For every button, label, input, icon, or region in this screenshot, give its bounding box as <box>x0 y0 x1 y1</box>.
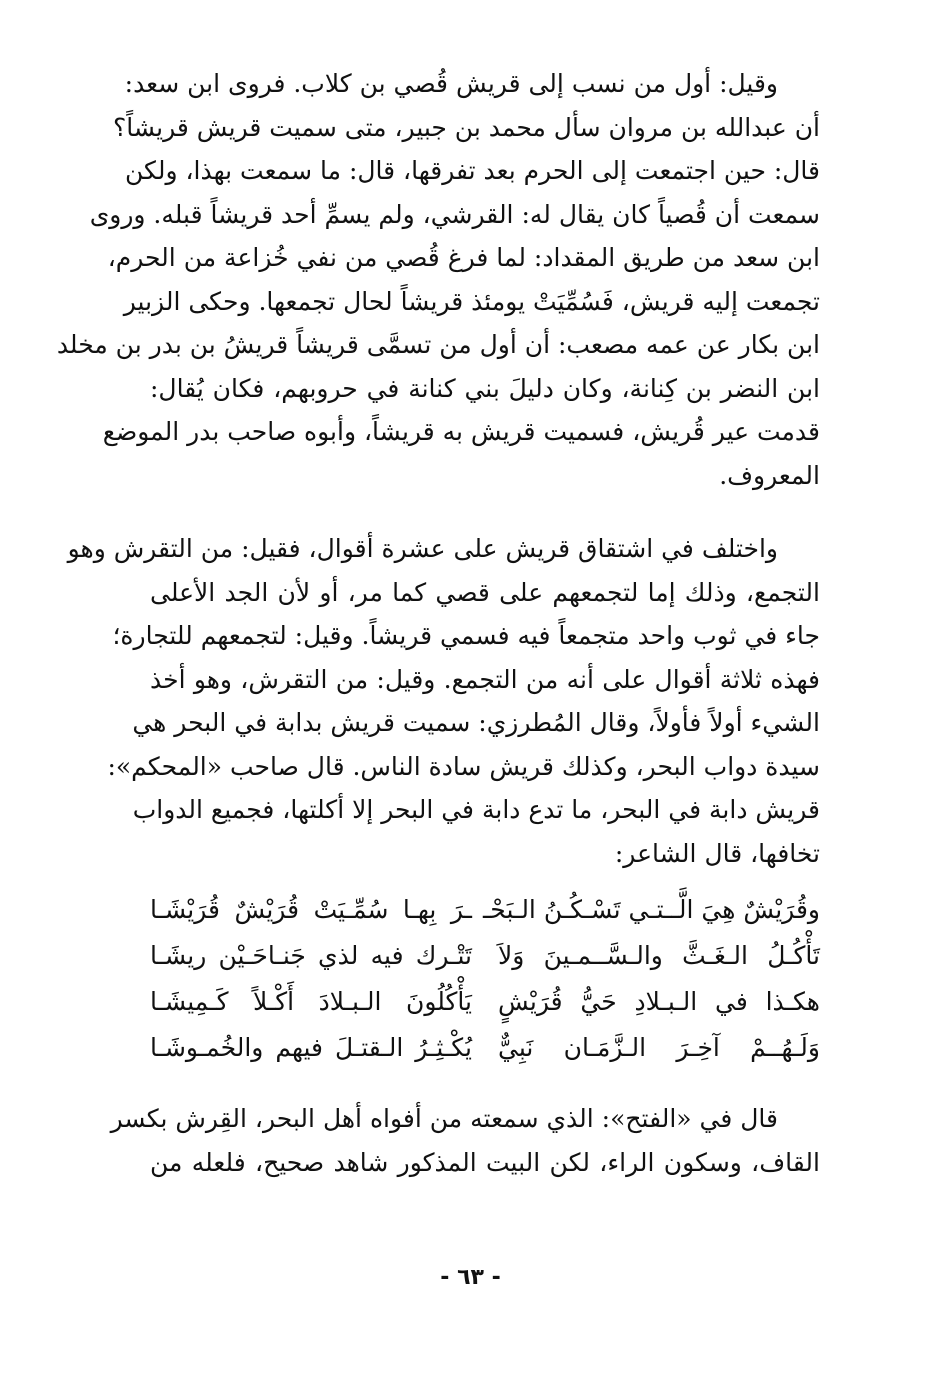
poem-second-hemistich: يُكْـثِـرُ الـقتـلَ فيهم والخُمـوشَـا <box>150 1033 472 1062</box>
poem-first-hemistich: هكـذا في الـبـلادِ حَيُّ قُرَيْشٍ <box>498 987 820 1016</box>
poem-verse <box>150 887 820 933</box>
text-line: جاء في ثوب واحد متجمعاً فيه فسمي قريشاً. وقيل: لتجمعهم للتجارة؛ <box>112 621 820 650</box>
poem-first-hemistich: وَلَـهُــمْ آخِـرَ الـزَّمَـان نَبِيٌّ <box>498 1033 820 1062</box>
text-line: التجمع، وذلك إما لتجمعهم على قصي كما مر، أو لأن الجد الأعلى <box>150 577 820 607</box>
text-line: وقيل: أول من نسب إلى قريش قُصي بن كلاب. فروى ابن سعد: <box>124 69 778 98</box>
text-line: سمعت أن قُصياً كان يقال له: القرشي، ولم يسمِّ أحد قريشاً قبله. وروى <box>89 199 820 229</box>
poem-second-hemistich: يَأْكُلُونَ الـبـلادَ أَكْـلاً كَـمِيشَـا <box>150 987 472 1016</box>
text-line: ابن بكار عن عمه مصعب: أن أول من تسمَّى قريشاً قريشُ بن بدر بن مخلد <box>56 330 820 359</box>
page-body <box>56 62 820 1184</box>
poem-verse <box>150 933 820 979</box>
text-line: تخافها، قال الشاعر: <box>614 838 820 868</box>
poem-verse <box>150 1025 820 1071</box>
poem-block <box>150 887 820 1071</box>
text-line: تجمعت إليه قريش، فَسُمِّيَتْ يومئذ قريشاً لحال تجمعها. وحكى الزبير <box>123 286 820 316</box>
poem-second-hemistich: تَتْـرك فيه لذي جَنـاحَـيْن ريشَـا <box>150 941 472 970</box>
poem-second-hemistich: ـرَ بِهـا سُمِّـيَتْ قُرَيْشٌ قُرَيْشَـا <box>150 895 472 924</box>
paragraph-fath-quote <box>110 1097 820 1184</box>
text-line: ابن النضر بن كِنانة، وكان دليلَ بني كنانة في حروبهم، فكان يُقال: <box>150 373 820 403</box>
page-number: - ٦٣ - <box>440 1265 501 1290</box>
text-line: قال في «الفتح»: الذي سمعته من أفواه أهل البحر، القِرش بكسر <box>110 1104 778 1133</box>
paragraph-name-etymology <box>67 527 820 875</box>
text-line: قريش دابة في البحر، ما تدع دابة في البحر إلا أكلتها، فجميع الدواب <box>132 795 820 824</box>
poem-first-hemistich: وقُرَيْشٌ هِيَ الَّــتـي تَسْـكُـنُ الـبَحْـ <box>482 895 820 924</box>
paragraph-quraysh-origin <box>56 62 820 497</box>
text-line: سيدة دواب البحر، وكذلك قريش سادة الناس. قال صاحب «المحكم»: <box>107 751 820 781</box>
text-line: القاف، وسكون الراء، لكن البيت المذكور شاهد صحيح، فلعله من <box>150 1147 820 1177</box>
text-line: واختلف في اشتقاق قريش على عشرة أقوال، فقيل: من التقرش وهو <box>67 534 778 563</box>
poem-verse <box>150 979 820 1025</box>
text-line: ابن سعد من طريق المقداد: لما فرغ قُصي من نفي خُزاعة من الحرم، <box>107 243 820 272</box>
text-line: فهذه ثلاثة أقوال على أنه من التجمع. وقيل: من التقرش، وهو أخذ <box>150 664 820 694</box>
text-line: قال: حين اجتمعت إلى الحرم بعد تفرقها، قال: ما سمعت بهذا، ولكن <box>125 156 820 185</box>
poem-first-hemistich: تَأْكُـلُ الـغَـثَّ والـسَّــمـينَ وَلاَ <box>498 941 820 970</box>
text-line: أن عبدالله بن مروان سأل محمد بن جبير، متى سميت قريش قريشاً؟ <box>112 112 820 142</box>
text-line: المعروف. <box>719 460 820 490</box>
text-line: الشيء أولاً فأولاً، وقال المُطرزي: سميت قريش بدابة في البحر هي <box>132 708 820 737</box>
text-line: قدمت عير قُريش، فسميت قريش به قريشاً، وأبوه صاحب بدر الموضع <box>102 417 820 446</box>
